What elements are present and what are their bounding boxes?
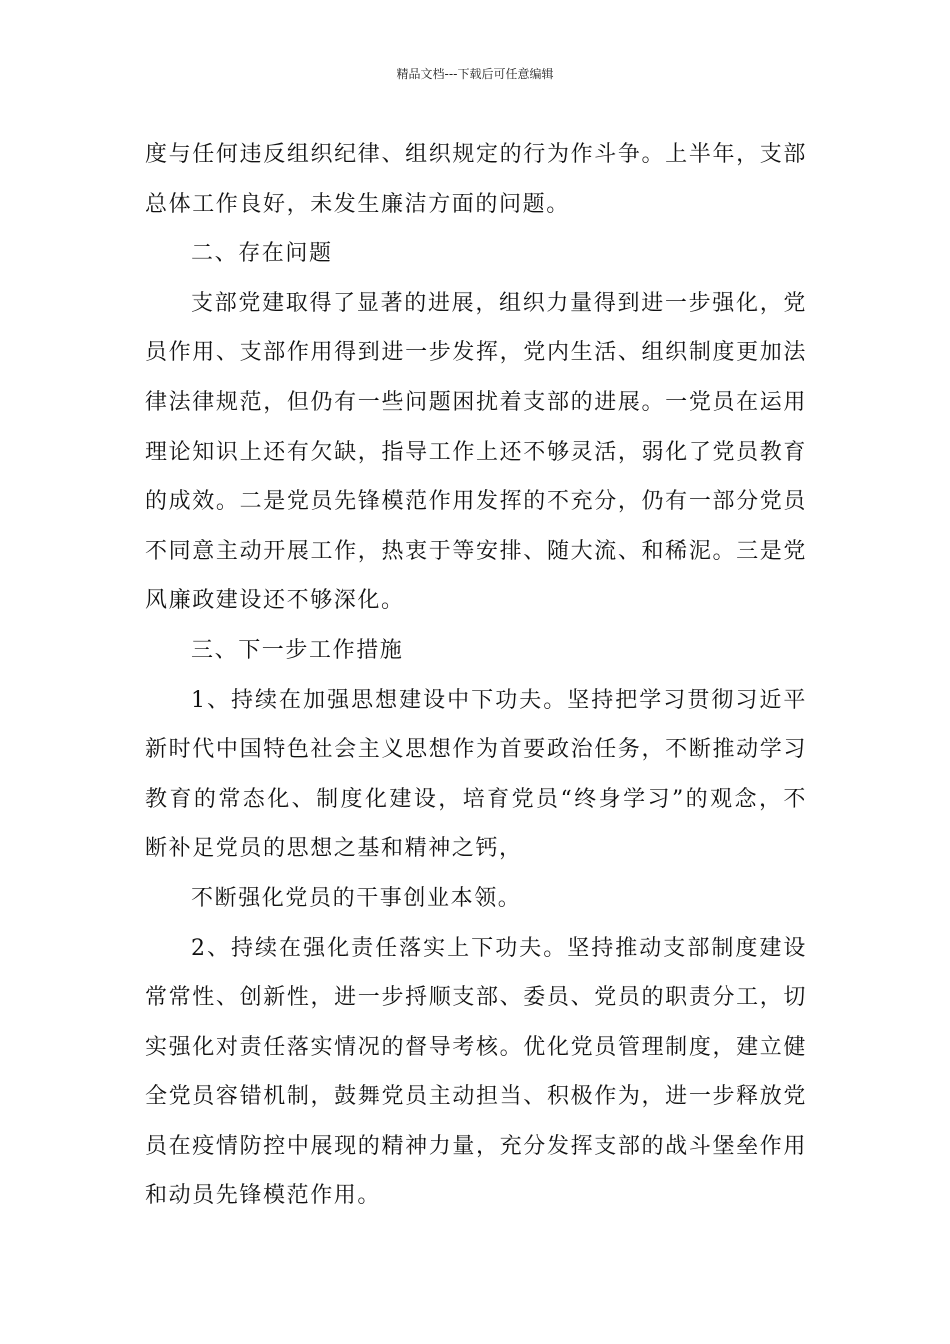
paragraph-continuation: 度与任何违反组织纪律、组织规定的行为作斗争。上半年，支部总体工作良好，未发生廉洁方面的问题。 xyxy=(145,142,807,217)
paragraph-measure-2: 2、持续在强化责任落实上下功夫。坚持推动支部制度建设常常性、创新性，进一步捋顺支部、委员、党员的职责分工，切实强化对责任落实情况的督导考核。优化党员管理制度，建立健全党员容错机制，鼓舞党员主动担当、积极作为，进一步释放党员在疫情防控中展现的精神力量，充分发挥支部的战斗堡垒作用和动员先锋模范作用。 xyxy=(145,935,807,1209)
paragraph-measure-1-cont: 不断强化党员的干事创业本领。 xyxy=(191,885,522,911)
paragraph-problems: 支部党建取得了显著的进展，组织力量得到进一步强化，党员作用、支部作用得到进一步发挥，党内生活、组织制度更加法律法律规范，但仍有一些问题困扰着支部的进展。一党员在运用理论知识上还有欠缺，指导工作上还不够灵活，弱化了党员教育的成效。二是党员先锋模范作用发挥的不充分，仍有一部分党员不同意主动开展工作，热衷于等安排、随大流、和稀泥。三是党风廉政建设还不够深化。 xyxy=(145,290,807,614)
document-body xyxy=(145,130,807,1221)
page-header: 精品文档---下载后可任意编辑 xyxy=(396,67,554,81)
paragraph-measure-1: 1、持续在加强思想建设中下功夫。坚持把学习贯彻习近平新时代中国特色社会主义思想作为首要政治任务，不断推动学习教育的常态化、制度化建设，培育党员“终身学习”的观念，不断补足党员的思想之基和精神之钙， xyxy=(145,687,807,862)
section-heading-next-steps: 三、下一步工作措施 xyxy=(191,637,404,663)
section-heading-problems: 二、存在问题 xyxy=(191,241,333,267)
